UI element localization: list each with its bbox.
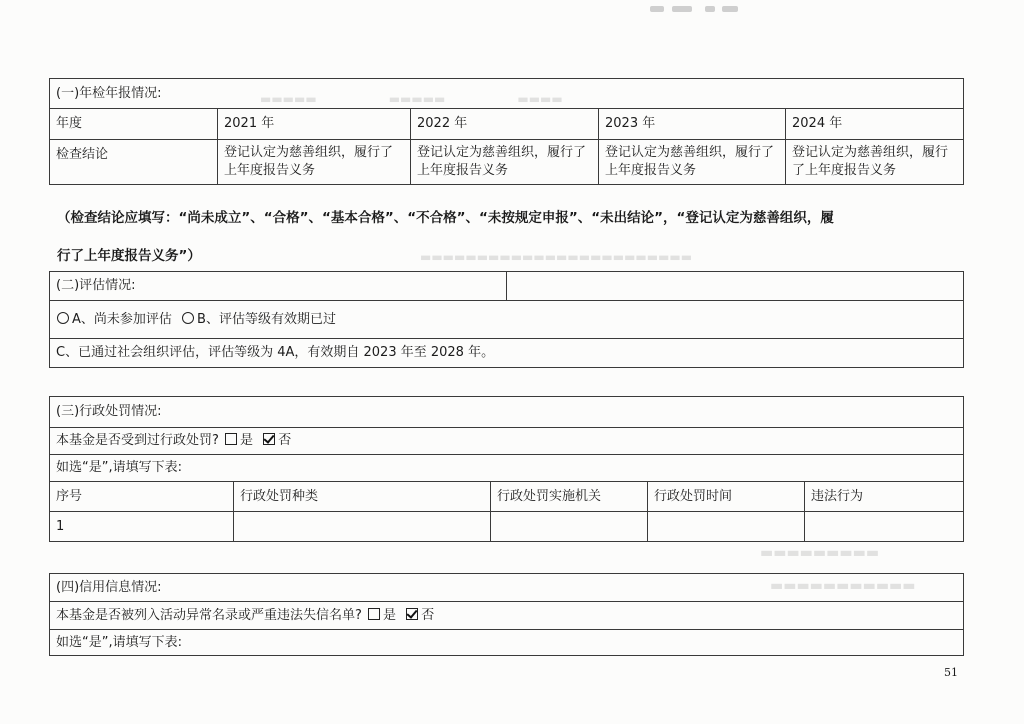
year-cell: 2022 年 xyxy=(411,109,599,140)
radio-option-a[interactable] xyxy=(57,312,69,324)
column-header: 违法行为 xyxy=(805,482,964,512)
penalty-instruction: 如选“是”,请填写下表: xyxy=(50,455,964,482)
bleed-through-text: ▬▬▬▬▬▬▬▬▬ xyxy=(760,545,880,561)
result-cell: 登记认定为慈善组织，履行了上年度报告义务 xyxy=(411,140,599,185)
evaluation-table xyxy=(49,271,964,368)
table-cell xyxy=(234,512,491,542)
evaluation-options-row xyxy=(50,301,964,339)
year-cell: 2024 年 xyxy=(786,109,964,140)
empty-cell xyxy=(507,272,964,301)
option-c-text: C、已通过社会组织评估，评估等级为 4A，有效期自 2023 年至 2028 年。 xyxy=(50,339,964,368)
penalty-question: 本基金是否受到过行政处罚? xyxy=(56,433,219,448)
annual-inspection-table xyxy=(49,78,964,185)
result-cell: 登记认定为慈善组织，履行了上年度报告义务 xyxy=(786,140,964,185)
column-header: 行政处罚实施机关 xyxy=(491,482,648,512)
yes-label: 是 xyxy=(383,607,397,623)
bleed-through-text: ▬▬▬▬▬▬▬▬▬▬▬ xyxy=(770,578,916,594)
credit-info-table xyxy=(49,573,964,656)
credit-question: 本基金是否被列入活动异常名录或严重违法失信名单? xyxy=(56,607,362,623)
year-label: 年度 xyxy=(50,109,218,140)
bleed-through-text: ▬▬▬▬▬ ▬▬▬▬▬ ▬▬▬▬ xyxy=(260,92,563,106)
column-header: 行政处罚种类 xyxy=(234,482,491,512)
column-header: 序号 xyxy=(50,482,234,512)
yes-label: 是 xyxy=(240,433,254,448)
section4-header: (四)信用信息情况: xyxy=(50,574,964,602)
instruction-note-line1: （检查结论应填写：“尚未成立”、“合格”、“基本合格”、“不合格”、“未按规定申报”、“未出结论”，“登记认定为慈善组织，履 xyxy=(57,210,834,226)
radio-option-b[interactable] xyxy=(182,312,194,324)
no-checkbox[interactable] xyxy=(406,608,418,620)
page-number: 51 xyxy=(944,666,958,679)
credit-question-row xyxy=(50,602,964,630)
table-cell: 1 xyxy=(50,512,234,542)
no-label: 否 xyxy=(421,607,435,623)
result-cell: 登记认定为慈善组织，履行了上年度报告义务 xyxy=(599,140,786,185)
section3-header: (三)行政处罚情况: xyxy=(50,397,964,428)
result-cell: 登记认定为慈善组织，履行了上年度报告义务 xyxy=(218,140,411,185)
year-cell: 2021 年 xyxy=(218,109,411,140)
year-cell: 2023 年 xyxy=(599,109,786,140)
no-label: 否 xyxy=(278,433,292,448)
option-b-label: B、评估等级有效期已过 xyxy=(197,311,336,327)
column-header: 行政处罚时间 xyxy=(648,482,805,512)
yes-checkbox[interactable] xyxy=(368,608,380,620)
credit-instruction: 如选“是”,请填写下表: xyxy=(50,630,964,656)
section1-header: (一)年检年报情况: xyxy=(50,79,964,109)
no-checkbox[interactable] xyxy=(263,433,275,445)
penalty-question-row xyxy=(50,428,964,455)
scan-artifact xyxy=(650,6,740,14)
table-cell xyxy=(648,512,805,542)
yes-checkbox[interactable] xyxy=(225,433,237,445)
penalty-table xyxy=(49,396,964,542)
option-a-label: A、尚未参加评估 xyxy=(72,311,172,327)
table-cell xyxy=(805,512,964,542)
bleed-through-text: ▬▬▬▬▬▬▬▬▬▬▬▬▬▬▬▬▬▬▬▬▬▬▬▬ xyxy=(420,250,693,264)
result-label: 检查结论 xyxy=(50,140,218,185)
instruction-note-line2: 行了上年度报告义务”） xyxy=(57,248,201,264)
table-cell xyxy=(491,512,648,542)
section2-header: (二)评估情况: xyxy=(50,272,507,301)
